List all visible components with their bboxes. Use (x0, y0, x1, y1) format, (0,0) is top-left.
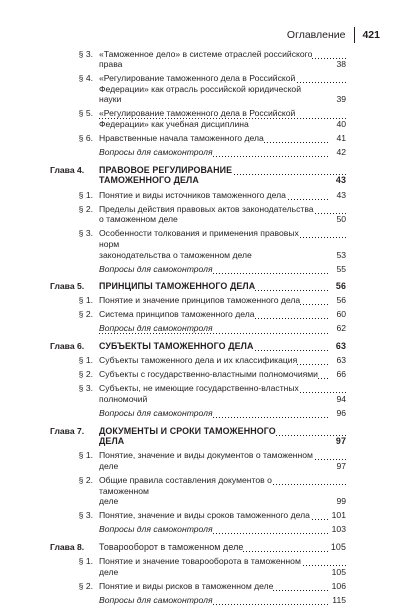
toc-entry-label: Глава 6. (50, 341, 85, 352)
toc-entry-title (99, 264, 346, 275)
toc-entry-title-line: Понятие, значение и виды сроков таможенного дела (99, 510, 310, 521)
toc-entry-label (50, 524, 99, 535)
toc-entry-title-line: Субъекты таможенного дела и их классификация (99, 355, 298, 366)
toc-entry-title (99, 108, 346, 129)
toc-entry-title (99, 450, 346, 471)
toc-entry-title-line: науки (99, 94, 122, 105)
toc-entry-title (99, 190, 346, 201)
toc-chapter-entry (50, 281, 346, 292)
toc-entry-page-number: 106 (331, 580, 346, 591)
toc-section-entry (50, 133, 346, 144)
toc-entry-title (99, 281, 346, 292)
toc-entry-title (99, 595, 346, 605)
toc-entry-label: § 2. (78, 475, 93, 485)
toc-entry-label (50, 147, 99, 158)
toc-section-entry (50, 295, 346, 306)
toc-entry-label: § 4. (78, 73, 93, 84)
toc-entry-title (99, 204, 346, 225)
toc-entry-title (99, 524, 346, 535)
toc-entry-title-line: Вопросы для самоконтроля (99, 594, 213, 605)
toc-questions-entry (50, 524, 346, 535)
toc-entry-title-line: ТАМОЖЕННОГО ДЕЛА (99, 175, 199, 186)
toc-entry-label (50, 595, 99, 605)
toc-entry-label: Глава 8. (50, 541, 85, 552)
toc-entry-label: § 2. (78, 580, 93, 591)
toc-entry-title-line: Вопросы для самоконтроля (99, 408, 213, 419)
toc-section-entry (50, 108, 346, 129)
toc-entry-label: Глава 5. (50, 281, 85, 292)
toc-entry-title-line: «Регулирование таможенного дела в Российской (99, 108, 296, 119)
toc-entry-title-line: Вопросы для самоконтроля (99, 147, 213, 158)
toc-entry-title (99, 475, 346, 507)
toc-entry-page-number: 115 (330, 595, 346, 605)
toc-section-entry (50, 204, 346, 225)
toc-section-entry (50, 355, 346, 366)
toc-entry-title-line: Особенности толкования и применения правовых норм (99, 228, 299, 249)
toc-section-entry (50, 581, 346, 592)
toc-entry-label: § 3. (78, 228, 93, 239)
toc-entry-title-line: ПРИНЦИПЫ ТАМОЖЕННОГО ДЕЛА (99, 281, 256, 292)
toc-entry-page-number: 105 (330, 541, 346, 552)
toc-entry-title-line: Понятие и виды источников таможенного дела (99, 189, 286, 200)
toc-entry-label: Глава 7. (50, 425, 85, 436)
toc-questions-entry (50, 264, 346, 275)
toc-entry-title-line: законодательства о таможенном деле (99, 249, 252, 260)
toc-entry-page-number: 103 (331, 524, 346, 535)
toc-entry-title-line: Общие правила составления документов о таможенном (99, 475, 272, 496)
toc-entry-title (99, 228, 346, 260)
toc-entry-title-line: деле (99, 496, 119, 507)
toc-section-entry (50, 73, 346, 105)
toc-entry-title (99, 309, 346, 320)
toc-entry-title (99, 341, 346, 352)
toc-entry-title-line: Понятие, значение и виды документов о таможенном (99, 450, 313, 461)
toc-entry-page-number: 96 (330, 408, 346, 419)
toc-entry-title-line: Нравственные начала таможенного дела (99, 133, 264, 144)
toc-section-entry (50, 369, 346, 380)
toc-chapter-entry (50, 341, 346, 352)
toc-entry-title-line: Субъекты с государственно-властными полномочиями (99, 369, 318, 380)
toc-entry-label: § 1. (78, 189, 93, 200)
toc-entry-page-number: 56 (330, 281, 346, 292)
toc-entry-title-line: Понятие и виды рисков в таможенном деле (99, 580, 274, 591)
toc-entry-title-line: о таможенном деле (99, 214, 178, 225)
toc-entry-title-line: Субъекты, не имеющие государственно-властных (99, 383, 299, 394)
toc-entry-label: § 1. (78, 355, 93, 366)
toc-entry-page-number: 42 (330, 147, 346, 158)
toc-questions-entry (50, 595, 346, 605)
toc-entry-page-number: 43 (330, 190, 346, 201)
toc-chapter-entry (50, 426, 346, 447)
toc-entry-title-line: Вопросы для самоконтроля (99, 263, 213, 274)
toc-section-entry (50, 228, 346, 260)
toc-entry-title (99, 355, 346, 366)
toc-chapter-entry (50, 165, 346, 186)
toc-entry-title-line: полномочий (99, 393, 148, 404)
toc-entry-page-number: 66 (330, 369, 346, 380)
toc-entry-title-line: ДЕЛА (99, 436, 125, 447)
toc-entry-title-line: деле (99, 460, 119, 471)
toc-entry-title-line: Понятие и значение принципов таможенного дела (99, 295, 301, 306)
toc-entry-page-number: 63 (330, 341, 346, 352)
toc-entry-page-number: 50 (330, 214, 346, 225)
toc-entry-title (99, 369, 346, 380)
toc-entry-title-line: Система принципов таможенного дела (99, 309, 255, 320)
toc-entry-label: § 2. (78, 203, 93, 214)
toc-entry-title (99, 295, 346, 306)
toc-entry-label (50, 408, 99, 419)
toc-entry-title (99, 426, 346, 447)
toc-entry-label: § 1. (78, 556, 93, 567)
toc-entry-title-line: Вопросы для самоконтроля (99, 323, 213, 334)
toc-entry-title (99, 510, 346, 521)
toc-entry-title-line: права (99, 59, 123, 70)
running-head: Оглавление (286, 29, 346, 41)
toc-entry-page-number: 38 (330, 59, 346, 70)
toc-section-entry (50, 190, 346, 201)
toc-entry-title (99, 408, 346, 419)
toc-entry-label: § 1. (78, 295, 93, 306)
toc-entry-title (99, 581, 346, 592)
toc-questions-entry (50, 408, 346, 419)
toc-entry-title (99, 73, 346, 105)
toc-entry-label: § 3. (78, 48, 93, 59)
toc-entry-page-number: 43 (330, 175, 346, 186)
table-of-contents (50, 45, 346, 605)
toc-entry-page-number: 99 (330, 496, 346, 507)
toc-entry-title-line: СУБЪЕКТЫ ТАМОЖЕННОГО ДЕЛА (99, 341, 254, 352)
toc-section-entry (50, 450, 346, 471)
toc-entry-page-number: 62 (330, 323, 346, 334)
toc-entry-label (50, 264, 99, 275)
toc-entry-title-line: ДОКУМЕНТЫ И СРОКИ ТАМОЖЕННОГО (99, 425, 276, 436)
toc-entry-title (99, 323, 346, 334)
toc-entry-label: Глава 4. (50, 164, 85, 175)
toc-entry-label: § 2. (78, 309, 93, 320)
toc-entry-title-line: «Регулирование таможенного дела в Российской (99, 73, 296, 84)
toc-entry-page-number: 101 (331, 510, 346, 521)
toc-entry-label: § 5. (78, 108, 93, 119)
toc-entry-page-number: 39 (330, 94, 346, 105)
toc-entry-title-line: «Таможенное дело» в системе отраслей российского (99, 48, 313, 59)
toc-entry-label (50, 323, 99, 334)
toc-section-entry (50, 510, 346, 521)
toc-entry-label: § 2. (78, 369, 93, 380)
toc-entry-title-line: Товарооборот в таможенном деле (99, 541, 244, 552)
toc-entry-title (99, 165, 346, 186)
toc-entry-page-number: 97 (330, 436, 346, 447)
toc-entry-label: § 3. (78, 383, 93, 394)
toc-questions-entry (50, 147, 346, 158)
toc-entry-title (99, 383, 346, 404)
toc-entry-page-number: 94 (330, 394, 346, 405)
toc-entry-page-number: 40 (330, 119, 346, 130)
toc-section-entry (50, 49, 346, 70)
toc-entry-title-line: Федерации» как отрасль российской юридической (99, 83, 302, 94)
toc-entry-title-line: Федерации» как учебная дисциплина (99, 119, 249, 130)
toc-entry-title (99, 133, 346, 144)
toc-entry-title (99, 556, 346, 577)
toc-section-entry (50, 556, 346, 577)
toc-entry-page-number: 105 (331, 566, 346, 577)
toc-section-entry (50, 309, 346, 320)
toc-entry-title-line: Вопросы для самоконтроля (99, 524, 213, 535)
page-number: 421 (362, 29, 380, 41)
toc-entry-label: § 3. (78, 510, 93, 521)
toc-section-entry (50, 383, 346, 404)
toc-entry-page-number: 41 (330, 133, 346, 144)
toc-entry-title-line: Понятие и значение товарооборота в таможенном деле (99, 556, 301, 577)
toc-entry-title (99, 49, 346, 70)
toc-entry-title-line: Пределы действия правовых актов законодательства (99, 203, 314, 214)
toc-entry-label: § 6. (78, 133, 93, 144)
toc-entry-label: § 1. (78, 450, 93, 461)
toc-entry-page-number: 63 (330, 355, 346, 366)
toc-entry-page-number: 60 (330, 309, 346, 320)
toc-entry-page-number: 56 (330, 295, 346, 306)
toc-entry-page-number: 53 (330, 250, 346, 261)
page-header (287, 27, 380, 43)
toc-entry-page-number: 97 (330, 461, 346, 472)
toc-entry-title (99, 147, 346, 158)
toc-questions-entry (50, 323, 346, 334)
toc-entry-page-number: 55 (330, 264, 346, 275)
toc-section-entry (50, 475, 346, 507)
header-divider (354, 27, 355, 43)
toc-entry-title-line: ПРАВОВОЕ РЕГУЛИРОВАНИЕ (99, 164, 233, 175)
